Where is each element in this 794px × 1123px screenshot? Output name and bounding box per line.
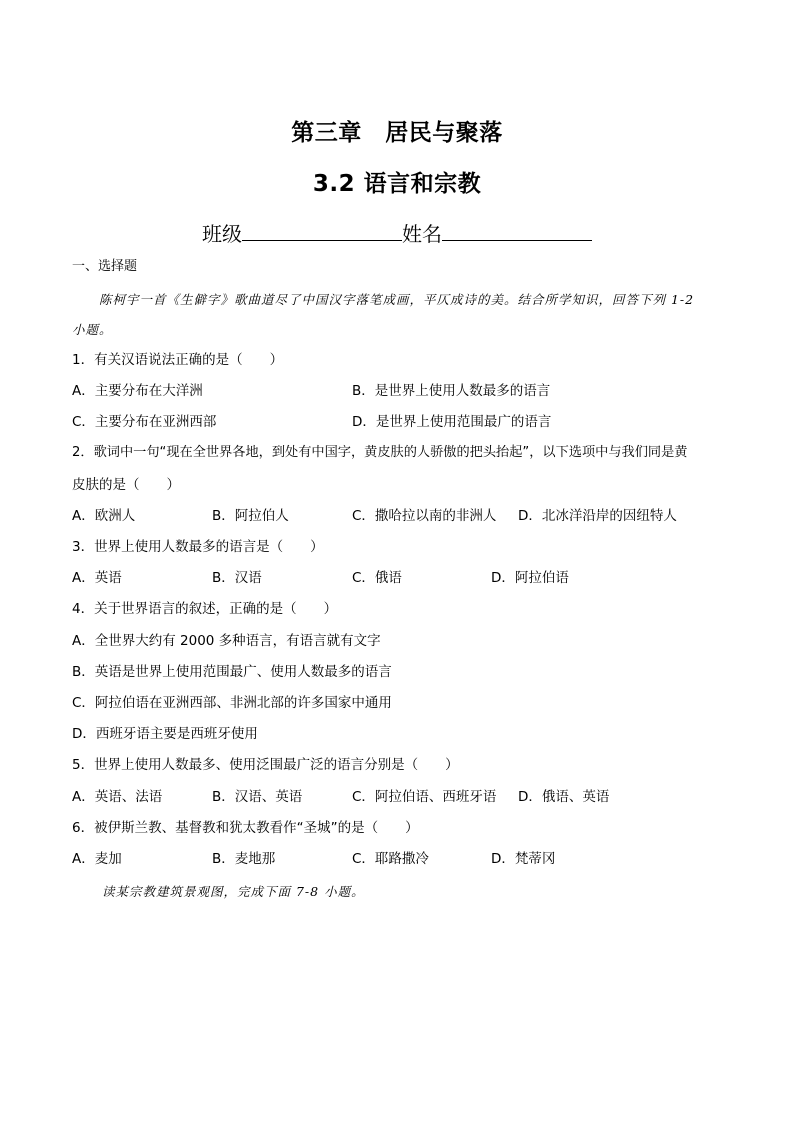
question-4-option-a[interactable]: A．全世界大约有 2000 多种语言，有语言就有文字 <box>72 633 381 649</box>
question-3-option-b[interactable]: B．汉语 <box>212 570 262 586</box>
question-2-option-a[interactable]: A．欧洲人 <box>72 508 136 524</box>
question-2-option-b[interactable]: B．阿拉伯人 <box>212 508 289 524</box>
question-1-option-d[interactable]: D．是世界上使用范围最广的语言 <box>352 414 552 430</box>
question-2-stem-line-2: 皮肤的是（ ） <box>72 477 180 493</box>
question-2-option-d[interactable]: D．北冰洋沿岸的因纽特人 <box>518 508 677 524</box>
question-4-option-b[interactable]: B．英语是世界上使用范围最广、使用人数最多的语言 <box>72 664 392 680</box>
question-2-option-c[interactable]: C．撒哈拉以南的非洲人 <box>352 508 497 524</box>
question-3-option-d[interactable]: D．阿拉伯语 <box>491 570 569 586</box>
question-6-stem: 6．被伊斯兰教、基督教和犹太教看作“圣城”的是（ ） <box>72 820 419 836</box>
question-1-option-c[interactable]: C．主要分布在亚洲西部 <box>72 414 217 430</box>
question-5-option-b[interactable]: B．汉语、英语 <box>212 789 303 805</box>
intro-1-line-2: 小题。 <box>72 322 113 337</box>
section-heading: 一、选择题 <box>72 259 138 274</box>
intro-2-line-1: 读某宗教建筑景观图，完成下面 7-8 小题。 <box>102 884 365 899</box>
class-blank[interactable] <box>242 220 402 241</box>
question-6-option-d[interactable]: D．梵蒂冈 <box>491 851 556 867</box>
chapter-title: 第三章 居民与聚落 <box>291 120 503 146</box>
question-3-stem: 3．世界上使用人数最多的语言是（ ） <box>72 539 324 555</box>
question-1-stem: 1．有关汉语说法正确的是（ ） <box>72 352 284 368</box>
question-5-stem: 5．世界上使用人数最多、使用泛围最广泛的语言分别是（ ） <box>72 757 459 773</box>
name-blank[interactable] <box>442 220 592 241</box>
question-1-option-a[interactable]: A．主要分布在大洋洲 <box>72 383 203 399</box>
question-3-option-c[interactable]: C．俄语 <box>352 570 402 586</box>
question-6-option-b[interactable]: B．麦地那 <box>212 851 276 867</box>
class-name-line <box>0 218 794 247</box>
question-1-option-b[interactable]: B．是世界上使用人数最多的语言 <box>352 383 551 399</box>
question-5-option-a[interactable]: A．英语、法语 <box>72 789 163 805</box>
intro-1-line-1: 陈柯宇一首《生僻字》歌曲道尽了中国汉字落笔成画，平仄成诗的美。结合所学知识，回答下列 1-2 <box>99 292 695 307</box>
section-title: 3.2 语言和宗教 <box>312 171 482 197</box>
question-4-stem: 4．关于世界语言的叙述，正确的是（ ） <box>72 601 338 617</box>
question-4-option-c[interactable]: C．阿拉伯语在亚洲西部、非洲北部的许多国家中通用 <box>72 695 392 711</box>
question-6-option-a[interactable]: A．麦加 <box>72 851 122 867</box>
name-label: 姓名 <box>402 222 442 246</box>
class-label: 班级 <box>202 222 242 246</box>
question-3-option-a[interactable]: A．英语 <box>72 570 122 586</box>
question-5-option-d[interactable]: D．俄语、英语 <box>518 789 610 805</box>
question-6-option-c[interactable]: C．耶路撒冷 <box>352 851 429 867</box>
question-2-stem-line-1: 2．歌词中一句“现在全世界各地，到处有中国字，黄皮肤的人骄傲的把头抬起”，以下选项中与我们同是黄 <box>72 445 688 460</box>
question-4-option-d[interactable]: D．西班牙语主要是西班牙使用 <box>72 726 258 742</box>
question-5-option-c[interactable]: C．阿拉伯语、西班牙语 <box>352 789 497 805</box>
